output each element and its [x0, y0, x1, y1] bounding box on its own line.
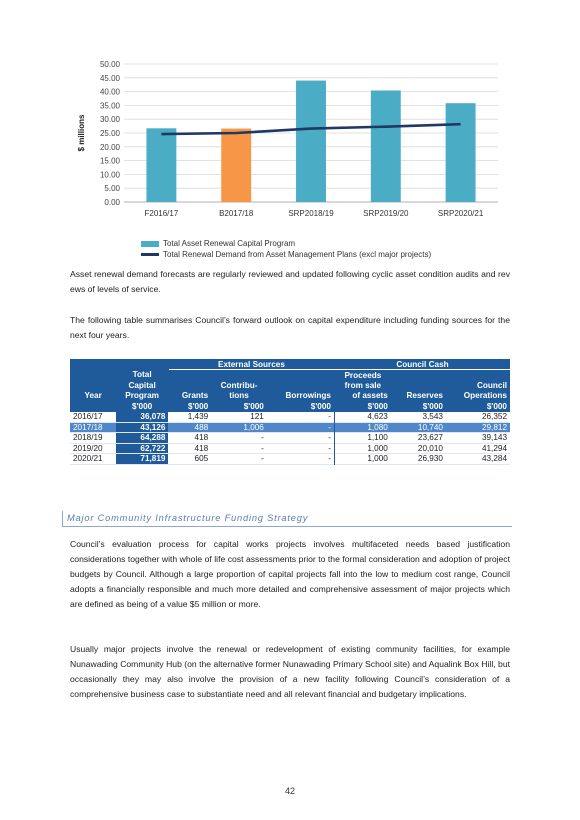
header-ops-1: Council: [446, 380, 510, 391]
cell-total: 62,722: [116, 443, 168, 454]
legend-item-line: [141, 249, 431, 260]
table-header-row-2: [70, 380, 510, 391]
table-row: [70, 412, 510, 423]
cell-borrow: -: [267, 443, 335, 454]
paragraph-table-intro: The following table summarises Council’s forward outlook on capital expenditure including funding sources for the next four years.: [70, 315, 510, 340]
paragraph-renewal-forecasts: Asset renewal demand forecasts are regularly reviewed and updated following cyclic asset condition audits and rev ews of levels of service.: [70, 269, 510, 294]
header-year: Year: [70, 391, 116, 402]
cell-grants: 1,439: [187, 412, 209, 421]
header-reserves-units: $'000: [391, 401, 446, 412]
header-ops-units: $'000: [446, 401, 510, 412]
header-borrowings: Borrowings: [267, 391, 335, 402]
group-external-sources: External Sources: [168, 359, 334, 370]
cell-grants: 418: [194, 433, 209, 443]
cell-year: 2016/17: [73, 412, 103, 421]
header-reserves: Reserves: [391, 391, 446, 402]
header-ops-2: Operations: [446, 391, 510, 402]
y-tick-label: 0.00: [104, 198, 120, 207]
cell-proceeds: 1,080: [334, 422, 390, 433]
table-row-highlighted: [70, 422, 510, 433]
table-header-row-4: [70, 401, 510, 412]
header-total-1: Total: [116, 370, 168, 381]
table-header-row-1: [70, 370, 510, 381]
cell-borrow: -: [267, 422, 335, 433]
group-council-cash: Council Cash: [334, 359, 510, 370]
x-tick-label: SRP2018/19: [288, 209, 334, 218]
paragraph-major-projects: Usually major projects involve the renewal or redevelopment of existing community facilities, for example Nunawading Community Hub (on the alternative former Nunawading Primary School site) and Aqualink Box Hill, but occasionally they may also involve the provision of a new facility following Council’s consideration of a comprehensive business case to substantiate need and all relevant financial and budgetary implications.: [70, 644, 510, 699]
header-proceeds-units: $'000: [334, 401, 390, 412]
y-tick-label: 15.00: [99, 156, 120, 166]
header-proceeds-1: Proceeds: [334, 370, 390, 381]
cell-proceeds: 1,000: [367, 454, 388, 464]
header-total-3: Program: [116, 391, 168, 402]
cell-ops: 43,284: [481, 454, 507, 464]
header-borrowings-units: $'000: [267, 401, 335, 412]
cell-ops: 29,812: [446, 422, 510, 433]
chart-bar: [221, 129, 251, 202]
cell-total: 36,078: [116, 412, 168, 423]
cell-reserves: 26,930: [417, 454, 443, 464]
y-tick-label: 10.00: [99, 170, 120, 180]
paragraph-evaluation-process: Council’s evaluation process for capital works projects involves multifaceted needs based justification considerations together with whole of life cost assessments prior to the formal consideration and adoption of project budgets by Council. Although a large proportion of capital projects fall into the low to medium cost range, Council adopts a financially responsible and much more detailed and comprehensive assessment of major projects which are defined as being of a value $5 million or more.: [70, 539, 510, 609]
x-tick-label: F2016/17: [144, 209, 179, 218]
cell-grants: 418: [194, 443, 209, 453]
cell-proceeds: 4,623: [367, 412, 388, 421]
header-grants-units: $'000: [168, 401, 211, 412]
cell-ops: 26,352: [481, 412, 507, 421]
cell-ops: 41,294: [481, 443, 507, 453]
cell-contrib: -: [261, 443, 264, 453]
cell-grants: 605: [194, 454, 209, 464]
x-tick-label: SRP2020/21: [437, 209, 484, 218]
table-row: [70, 433, 510, 444]
y-tick-label: 5.00: [104, 184, 120, 194]
cell-total: 43,126: [116, 422, 168, 433]
cell-contrib: -: [261, 454, 264, 464]
cell-contrib: -: [261, 433, 264, 443]
table-group-row: [70, 359, 510, 370]
y-tick-label: 45.00: [99, 73, 120, 83]
section-heading: Major Community Infrastructure Funding Strategy: [62, 511, 512, 527]
header-total-units: $'000: [116, 401, 168, 412]
cell-ops: 39,143: [481, 433, 507, 443]
cell-reserves: 3,543: [422, 412, 443, 421]
chart-bar: [446, 103, 476, 202]
chart-svg: [72, 56, 512, 266]
legend-label-bar: Total Asset Renewal Capital Program: [163, 239, 296, 248]
cell-contrib: 1,006: [211, 422, 267, 433]
x-tick-label: B2017/18: [219, 209, 254, 218]
y-tick-label: 40.00: [99, 87, 120, 97]
cell-borrow: -: [267, 433, 335, 444]
header-proceeds-3: of assets: [334, 391, 390, 402]
y-tick-label: 25.00: [99, 129, 120, 138]
cell-contrib: 121: [250, 412, 264, 421]
cell-year: 2018/19: [73, 433, 103, 443]
y-tick-label: 50.00: [99, 60, 120, 69]
cell-year: 2017/18: [70, 422, 116, 433]
header-total-2: Capital: [116, 380, 168, 391]
funding-table: [70, 359, 510, 465]
page-number: 42: [284, 786, 295, 796]
cell-total: 71,819: [116, 454, 168, 465]
y-tick-label: 30.00: [99, 115, 120, 125]
chart-bar: [371, 90, 401, 202]
cell-reserves: 20,010: [417, 443, 443, 453]
legend-swatch-line: [141, 253, 159, 256]
cell-grants: 488: [168, 422, 211, 433]
asset-renewal-chart: [72, 56, 512, 266]
header-grants: Grants: [168, 391, 211, 402]
table-header-row-3: [70, 391, 510, 402]
cell-reserves: 23,627: [417, 433, 443, 443]
x-tick-label: SRP2019/20: [363, 209, 409, 218]
legend-label-line: Total Renewal Demand from Asset Management Plans (excl major projects): [163, 250, 432, 259]
header-contrib-2: tions: [211, 391, 267, 402]
chart-legend: [141, 238, 431, 260]
cell-reserves: 10,740: [391, 422, 446, 433]
legend-swatch-bar: [141, 241, 159, 247]
chart-bar: [146, 128, 176, 202]
cell-year: 2019/20: [73, 443, 103, 453]
header-proceeds-2: from sale: [334, 380, 390, 391]
y-tick-label: 35.00: [99, 101, 120, 111]
header-contrib-units: $'000: [211, 401, 267, 412]
y-axis-label: $ millions: [77, 114, 86, 152]
table-row: [70, 454, 510, 465]
chart-bar: [296, 81, 326, 202]
cell-borrow: -: [267, 454, 335, 465]
cell-borrow: -: [267, 412, 335, 423]
cell-total: 64,288: [116, 433, 168, 444]
legend-item-bar: [141, 238, 431, 249]
y-tick-label: 20.00: [99, 142, 120, 152]
table-row: [70, 443, 510, 454]
cell-proceeds: 1,000: [367, 443, 388, 453]
header-contrib-1: Contribu-: [211, 380, 267, 391]
cell-year: 2020/21: [73, 454, 103, 464]
cell-proceeds: 1,100: [367, 433, 388, 443]
